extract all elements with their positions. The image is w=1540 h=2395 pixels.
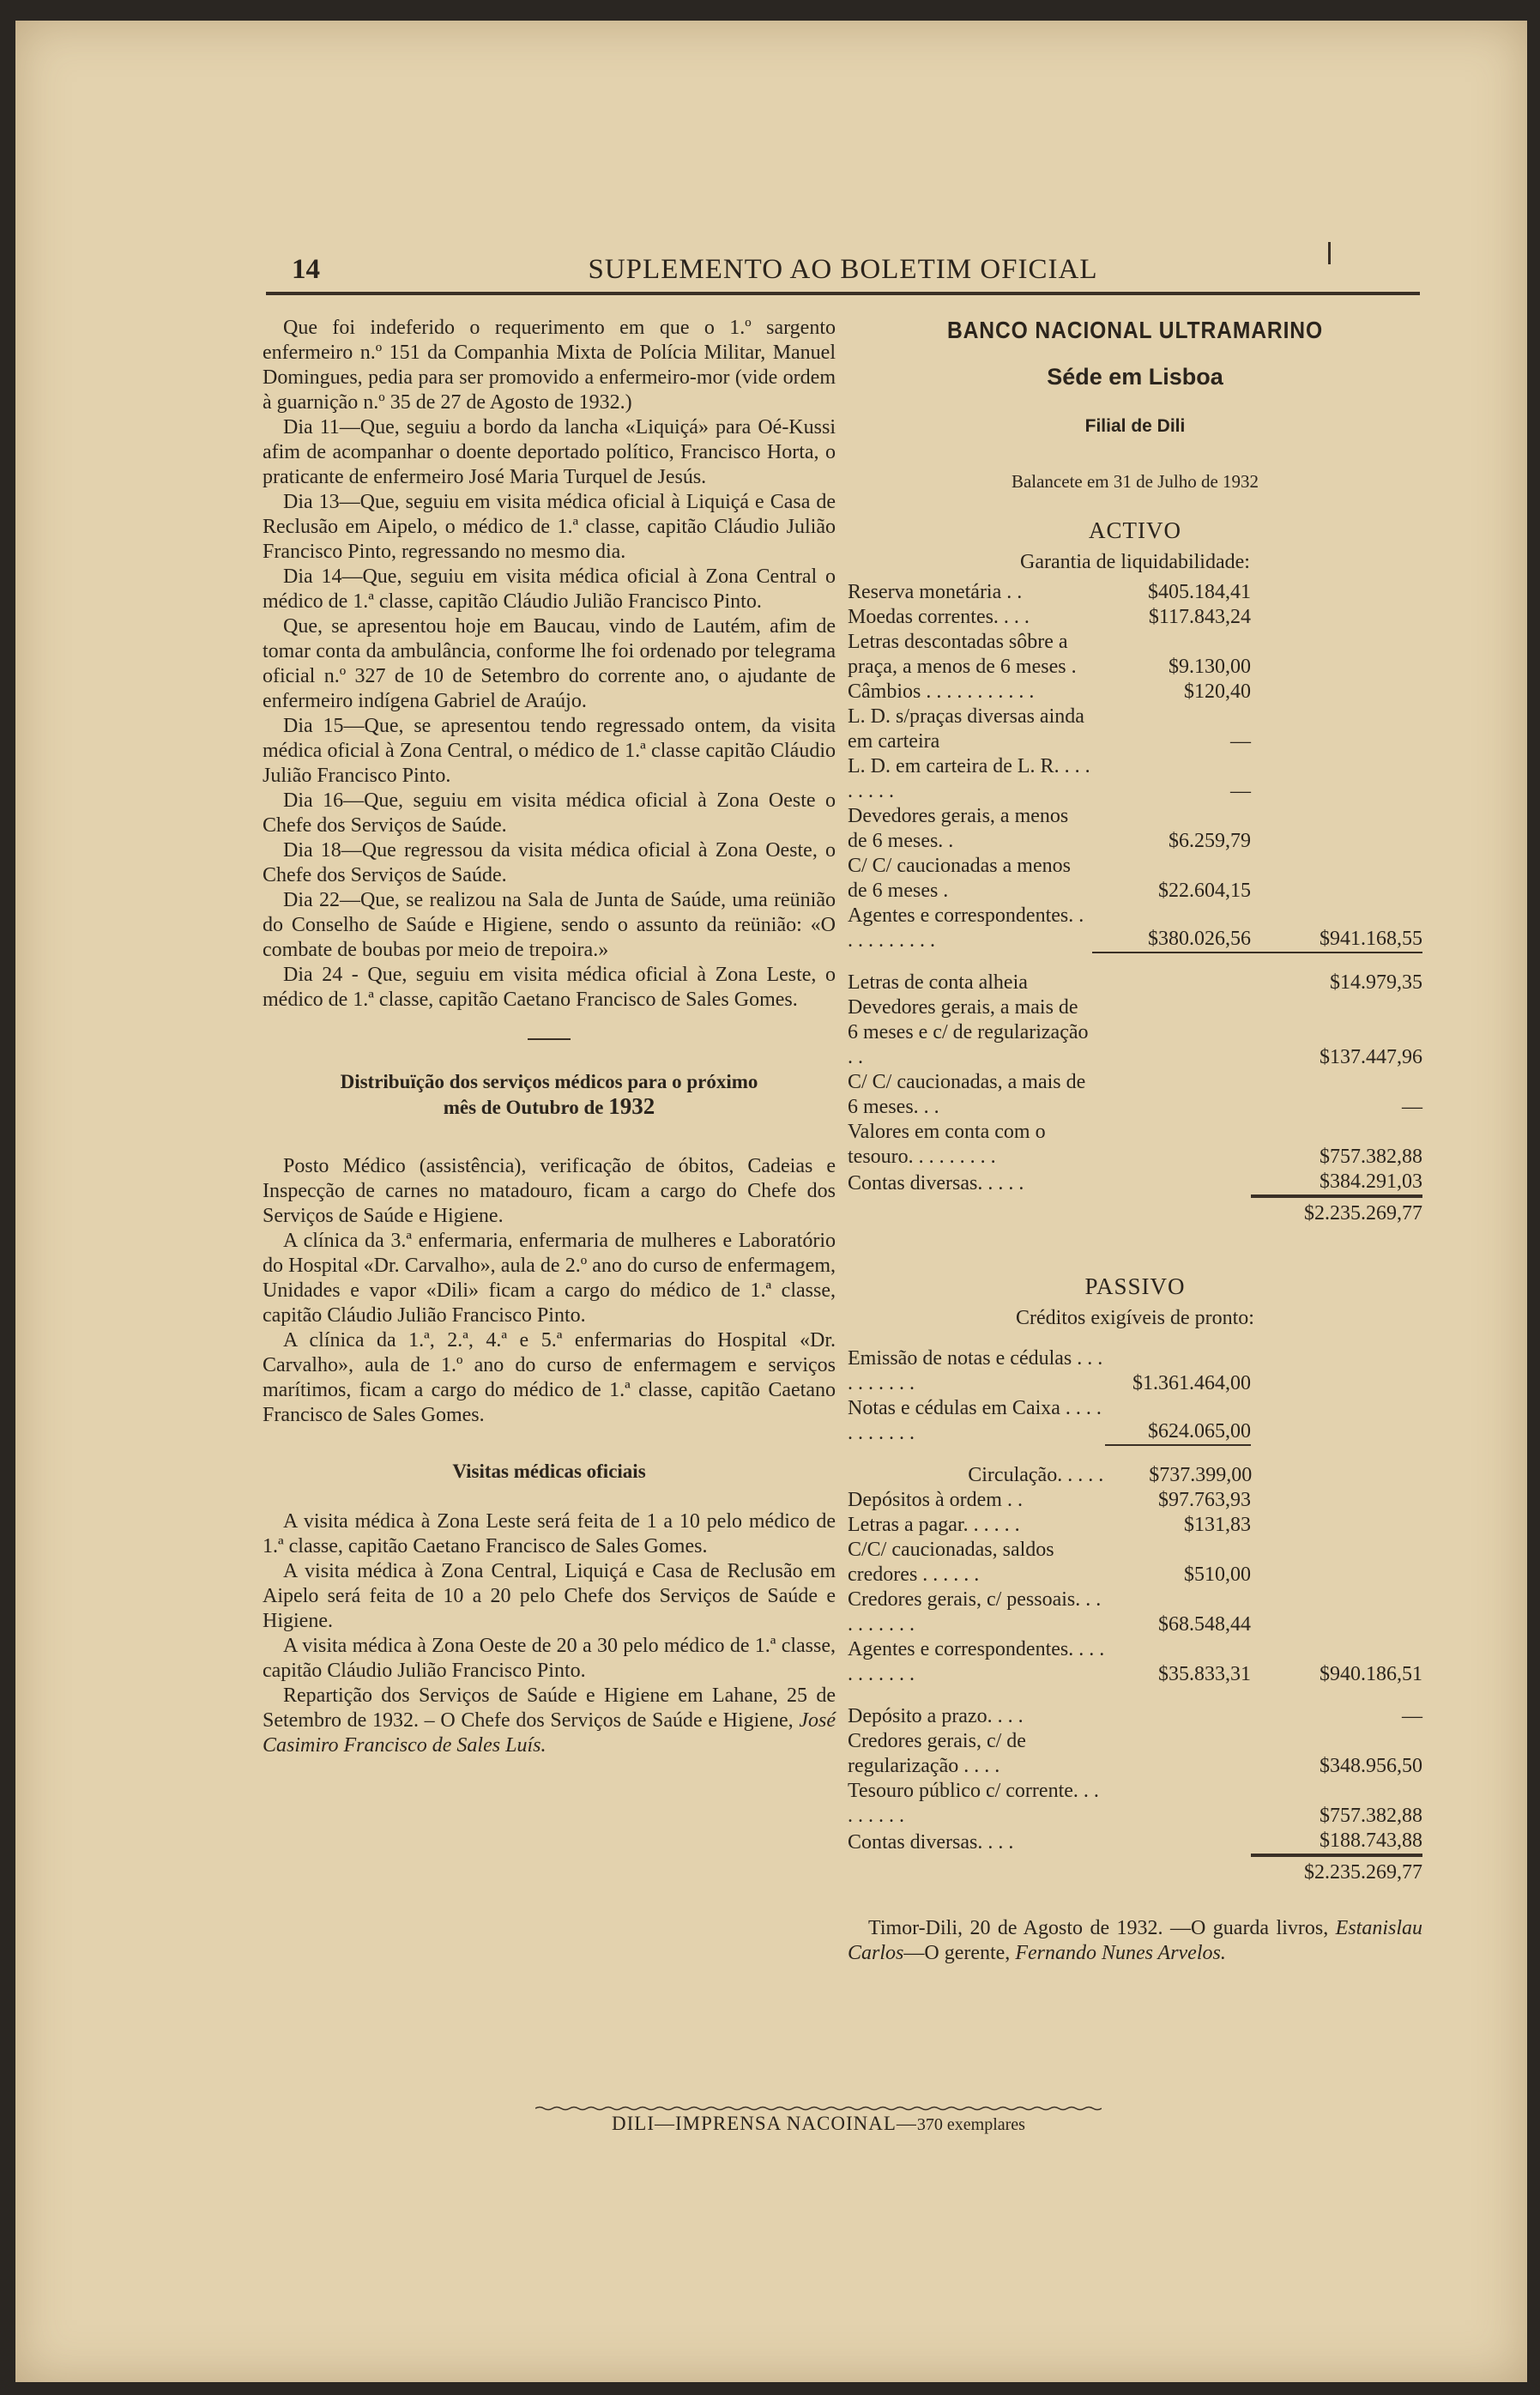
row-label: Depósitos à ordem . . (848, 1489, 1023, 1511)
table-row (848, 995, 1422, 1070)
passivo-total: $2.235.269,77 (1251, 1855, 1422, 1885)
row-subtotal: $348.956,50 (1320, 1755, 1422, 1777)
visits-title: Visitas médicas oficiais (452, 1461, 646, 1482)
separator (528, 1038, 571, 1040)
table-row (848, 705, 1422, 754)
manager-name: Fernando Nunes Arvelos. (1015, 1942, 1226, 1964)
signature-name: José Casimiro Francisco de Sales Luís. (263, 1709, 836, 1757)
row-subtotal: $757.382,88 (1320, 1805, 1422, 1827)
publication-title: SUPLEMENTO AO BOLETIM OFICIAL (588, 254, 1098, 285)
row-label: Contas diversas. . . . . (848, 1172, 1024, 1194)
row-subtotal: $188.743,88 (1251, 1829, 1422, 1855)
paragraph: Que, se apresentou hoje em Baucau, vindo de Lautém, afim de tomar conta da ambulância, conforme lhe foi ordenado por telegrama oficial n.º 327 de 10 de Setembro do corrente ano, o ajudante de enfermeiro indígena Gabriel de Araújo. (263, 615, 836, 712)
paragraph: Dia 24 - Que, seguiu em visita médica oficial à Zona Leste, o médico de 1.ª classe, capitão Caetano Francisco de Sales Gomes. (263, 964, 836, 1011)
paragraph: Dia 22—Que, se realizou na Sala de Junta de Saúde, uma reünião do Conselho de Saúde e Higiene, sendo o assunto da reünião: «O combate de boubas por meio de trepoira.» (263, 889, 836, 961)
row-label: Letras a pagar. . . . . . (848, 1514, 1020, 1536)
table-row (848, 1396, 1422, 1446)
table-row (848, 1120, 1422, 1170)
table-row (848, 1170, 1422, 1196)
table-row (848, 1488, 1422, 1513)
row-value: $510,00 (1184, 1563, 1251, 1586)
row-value: $120,40 (1184, 680, 1251, 703)
bank-signature (848, 1916, 1422, 1966)
right-column (848, 316, 1422, 1987)
table-row (848, 1346, 1422, 1396)
row-label: Depósito a prazo. . . . (848, 1705, 1024, 1727)
row-label: Moedas correntes. . . . (848, 606, 1030, 628)
paragraph: Dia 11—Que, seguiu a bordo da lancha «Liquiçá» para Oé-Kussi afim de acompanhar o doente deportado político, Francisco Horta, o praticante de enfermeiro José Maria Turquel de Jesús. (263, 416, 836, 488)
table-row (848, 605, 1422, 630)
row-label: Agentes e correspondentes. . . . . . . . . . . (848, 1638, 1105, 1685)
row-subtotal: — (1402, 1705, 1422, 1727)
distribution-paragraph: A clínica da 1.ª, 2.ª, 4.ª e 5.ª enfermarias do Hospital «Dr. Carvalho», aula de 1.º ano do curso de enfermagem e serviços marítimos, ficam a cargo do médico de 1.ª classe, capitão Caetano Francisco de Sales Gomes. (263, 1329, 836, 1426)
row-value: $68.548,44 (1158, 1613, 1251, 1636)
table-row (848, 1538, 1422, 1588)
row-subtotal: $757.382,88 (1320, 1146, 1422, 1168)
row-label: Valores em conta com o tesouro. . . . . . . . . (848, 1121, 1046, 1168)
row-value: $117.843,24 (1148, 606, 1251, 628)
distribution-paragraph: Posto Médico (assistência), verificação de óbitos, Cadeias e Inspecção de carnes no matadouro, ficam a cargo do Chefe dos Serviços de Saúde e Higiene. (263, 1155, 836, 1227)
activo-heading: ACTIVO (1089, 517, 1181, 543)
imprint-text: DILI—IMPRENSA NACOINAL— (612, 2113, 917, 2134)
row-label: Credores gerais, c/ de regularização . . . . (848, 1730, 1026, 1777)
row-label: Circulação. . . . . (968, 1464, 1104, 1486)
row-label: Reserva monetária . . (848, 581, 1023, 603)
bank-branch: Filial de Dili (1084, 416, 1186, 436)
row-value: $131,83 (1184, 1514, 1251, 1536)
balance-date: Balancete em 31 de Julho de 1932 (1011, 471, 1259, 492)
table-row (848, 854, 1422, 904)
visits-paragraph: A visita médica à Zona Oeste de 20 a 30 pelo médico de 1.ª classe, capitão Cláudio Julião Francisco Pinto. (263, 1635, 836, 1682)
table-row (848, 1070, 1422, 1120)
table-row (848, 1513, 1422, 1538)
distribution-title (263, 1069, 836, 1120)
row-label: Notas e cédulas em Caixa . . . . . . . . . . . (848, 1397, 1102, 1444)
imprint-line (535, 2113, 1102, 2135)
visits-paragraph: A visita médica à Zona Leste será feita de 1 a 10 pelo médico de 1.ª classe, capitão Caetano Francisco de Sales Gomes. (263, 1510, 836, 1557)
activo-subheading: Garantia de liquidabilidade: (1020, 551, 1250, 573)
visits-paragraph: A visita médica à Zona Central, Liquiçá e Casa de Reclusão em Aipelo será feita de 10 a 20 pelo Chefe dos Serviços de Saúde e Higiene. (263, 1560, 836, 1632)
passivo-total-row (848, 1855, 1422, 1885)
imprint-count: 370 exemplares (916, 2115, 1025, 2134)
bookkeeper-name: Estanislau Carlos (848, 1917, 1422, 1964)
activo-table (848, 580, 1422, 1226)
table-row (848, 1588, 1422, 1637)
paragraph: Dia 18—Que regressou da visita médica oficial à Zona Oeste, o Chefe dos Serviços de Saúde. (263, 839, 836, 886)
page-header (266, 252, 1420, 295)
newspaper-page (15, 21, 1527, 2382)
row-label: Emissão de notas e cédulas . . . . . . . . . . (848, 1347, 1103, 1394)
ornamental-rule (535, 2106, 1102, 2111)
table-row (848, 1829, 1422, 1855)
table-row (848, 1637, 1422, 1687)
row-value: $1.361.464,00 (1132, 1372, 1251, 1394)
row-value: $97.763,93 (1158, 1489, 1251, 1511)
left-signature (263, 1684, 836, 1758)
row-label: C/ C/ caucionadas a menos de 6 meses . (848, 855, 1071, 902)
paragraph: Que foi indeferido o requerimento em que o 1.º sargento enfermeiro n.º 151 da Companhia Mixta de Polícia Militar, Manuel Domingues, pedia para ser promovido a enfermeiro-mor (vide ordem à guarnição n.º 35 de 27 de Agosto de 1932.) (263, 317, 836, 414)
row-label: Câmbios . . . . . . . . . . . (848, 680, 1035, 703)
passivo-subheading: Créditos exigíveis de pronto: (1016, 1307, 1254, 1329)
distribution-title-year: 1932 (608, 1093, 655, 1119)
row-subtotal: $940.186,51 (1320, 1663, 1422, 1685)
table-row (848, 971, 1422, 995)
row-label: Agentes e correspondentes. . . . . . . . . . . (848, 904, 1084, 952)
paragraph: Dia 13—Que, seguiu em visita médica oficial à Liquiçá e Casa de Reclusão em Aipelo, o médico de 1.ª classe, capitão Cláudio Julião Francisco Pinto, regressando no mesmo dia. (263, 491, 836, 563)
distribution-title-line1: Distribuïção dos serviços médicos para o próximo (340, 1071, 758, 1092)
row-subtotal: $137.447,96 (1320, 1046, 1422, 1068)
row-value: $737.399,00 (1149, 1464, 1253, 1486)
passivo-table (848, 1346, 1422, 1885)
signature-middle: —O gerente, (903, 1942, 1016, 1964)
page-number: 14 (292, 254, 320, 285)
bank-seat: Séde em Lisboa (1047, 364, 1223, 390)
distribution-title-line2: mês de Outubro de (443, 1097, 609, 1118)
row-label: Contas diversas. . . . (848, 1831, 1014, 1854)
signature-text: Timor-Dili, 20 de Agosto de 1932. —O guarda livros, (868, 1917, 1336, 1939)
table-row (848, 1704, 1422, 1729)
row-label: C/C/ caucionadas, saldos credores . . . . . . (848, 1539, 1054, 1586)
row-label: Letras de conta alheia (848, 971, 1028, 994)
paragraph: Dia 14—Que, seguiu em visita médica oficial à Zona Central o médico de 1.ª classe, capitão Cláudio Julião Francisco Pinto. (263, 565, 836, 613)
table-row (848, 1729, 1422, 1779)
passivo-heading: PASSIVO (1084, 1273, 1186, 1299)
table-row (848, 754, 1422, 804)
row-label: Devedores gerais, a menos de 6 meses. . (848, 805, 1069, 852)
row-value: $405.184,41 (1148, 581, 1251, 603)
row-value: $6.259,79 (1169, 830, 1251, 852)
distribution-paragraph: A clínica da 3.ª enfermaria, enfermaria de mulheres e Laboratório do Hospital «Dr. Carvalho», aula de 2.º ano do curso de enfermagem, Unidades e vapor «Dili» ficam a cargo do médico de 1.ª classe, capitão Cláudio Julião Francisco Pinto. (263, 1230, 836, 1327)
table-row (848, 630, 1422, 680)
paragraph: Dia 15—Que, se apresentou tendo regressado ontem, da visita médica oficial à Zona Central, o médico de 1.ª classe capitão Cláudio Julião Francisco Pinto. (263, 715, 836, 787)
bank-name: BANCO NACIONAL ULTRAMARINO (946, 317, 1324, 343)
row-label: Credores gerais, c/ pessoais. . . . . . . . . . (848, 1588, 1102, 1636)
paragraph: Dia 16—Que, seguiu em visita médica oficial à Zona Oeste o Chefe dos Serviços de Saúde. (263, 789, 836, 837)
row-value: $9.130,00 (1169, 656, 1251, 678)
row-value: $35.833,31 (1158, 1663, 1251, 1685)
row-label: Letras descontadas sôbre a praça, a menos de 6 meses . (848, 631, 1077, 678)
margin-mark (1328, 242, 1331, 264)
table-row (848, 580, 1422, 605)
row-subtotal: $384.291,03 (1251, 1170, 1422, 1196)
row-value: — (1230, 730, 1251, 753)
row-value: $624.065,00 (1105, 1419, 1251, 1446)
row-subtotal: $941.168,55 (1251, 927, 1422, 953)
row-value: $380.026,56 (1092, 927, 1251, 953)
left-column (263, 316, 836, 1758)
row-value: — (1230, 780, 1251, 802)
signature-text: Repartição dos Serviços de Saúde e Higiene em Lahane, 25 de Setembro de 1932. – O Chefe dos Serviços de Saúde e Higiene, (263, 1684, 836, 1732)
row-label: C/ C/ caucionadas, a mais de 6 meses. . . (848, 1071, 1086, 1118)
row-value: $22.604,15 (1158, 880, 1251, 902)
table-row (848, 680, 1422, 705)
activo-total-row (848, 1196, 1422, 1226)
table-row (848, 1779, 1422, 1829)
row-subtotal: — (1402, 1096, 1422, 1118)
row-label: Tesouro público c/ corrente. . . . . . . . . (848, 1780, 1099, 1827)
table-row (848, 904, 1422, 953)
row-label: L. D. s/praças diversas ainda em carteira (848, 705, 1084, 753)
activo-total: $2.235.269,77 (1251, 1196, 1422, 1226)
table-row (848, 1463, 1422, 1488)
table-row (848, 804, 1422, 854)
row-label: Devedores gerais, a mais de 6 meses e c/ de regularização . . (848, 996, 1089, 1068)
row-label: L. D. em carteira de L. R. . . . . . . . . (848, 755, 1090, 802)
row-subtotal: $14.979,35 (1330, 971, 1422, 994)
